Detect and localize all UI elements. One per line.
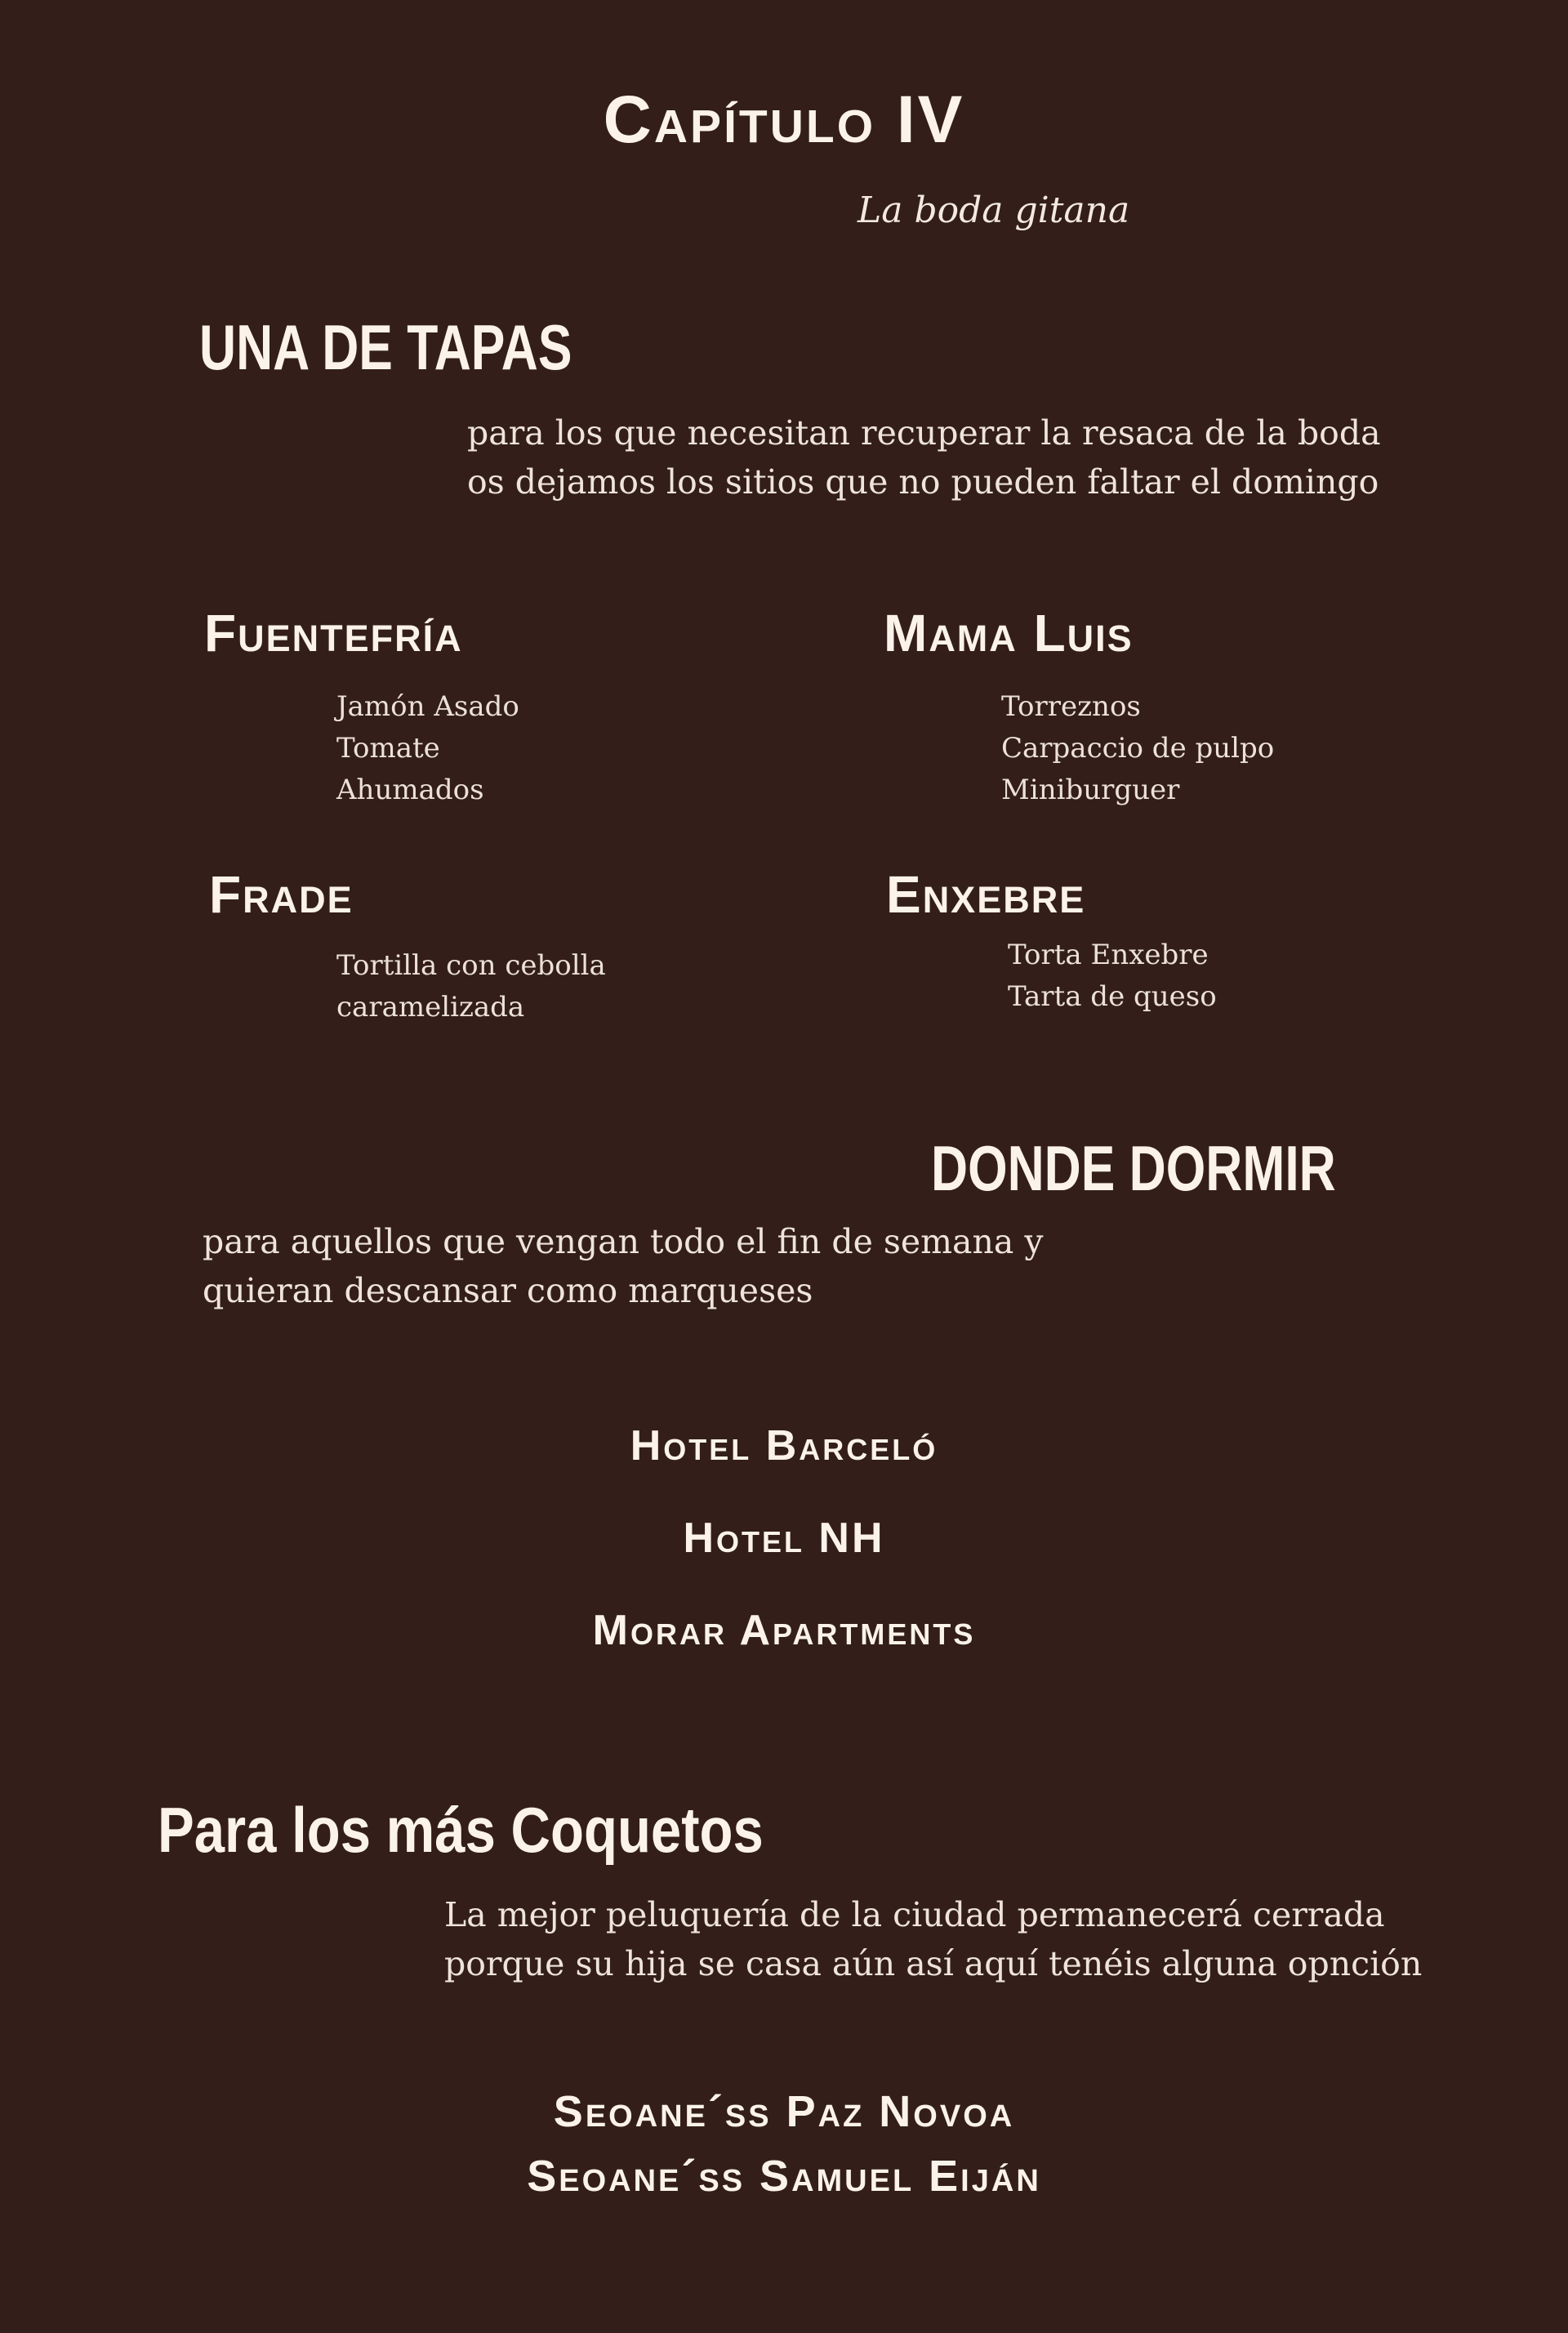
list-item: Ahumados (336, 774, 484, 806)
sleep-heading: DONDE DORMIR (931, 1132, 1336, 1204)
list-item: Torreznos (1001, 690, 1141, 723)
list-item: Miniburguer (1001, 774, 1180, 806)
beauty-intro-line: porque su hija se casa aún así aquí tenéis alguna opnción (444, 1944, 1423, 1983)
place-items-frade (336, 945, 606, 1028)
place-name-enxebre: Enxebre (886, 865, 1086, 924)
salon-name: Seoane´ss Paz Novoa (553, 2087, 1015, 2136)
hotel-name: Hotel Barceló (630, 1422, 938, 1470)
tapas-intro (467, 408, 1381, 506)
place-name-fuentefria: Fuentefría (204, 604, 463, 662)
list-item: caramelizada (336, 991, 525, 1024)
place-name-mama-luis: Mama Luis (884, 604, 1134, 662)
place-name-frade: Frade (209, 865, 354, 924)
list-item: Jamón Asado (336, 690, 519, 723)
sleep-intro (203, 1217, 1044, 1315)
list-item: Carpaccio de pulpo (1001, 732, 1275, 765)
hotel-name: Hotel NH (683, 1514, 885, 1562)
beauty-intro-line: La mejor peluquería de la ciudad permanecerá cerrada (444, 1895, 1385, 1934)
hotel-name: Morar Apartments (592, 1607, 976, 1654)
tapas-intro-line: para los que necesitan recuperar la resaca de la boda (467, 413, 1381, 453)
salon-name: Seoane´ss Samuel Eiján (527, 2152, 1041, 2201)
chapter-title: Capítulo IV (603, 83, 965, 157)
beauty-heading: Para los más Coquetos (158, 1794, 764, 1866)
place-items-fuentefria (336, 686, 519, 811)
chapter-subtitle: La boda gitana (858, 190, 1130, 231)
list-item: Tomate (336, 732, 440, 765)
place-items-enxebre (1008, 935, 1217, 1018)
list-item: Tarta de queso (1008, 980, 1217, 1013)
tapas-intro-line: os dejamos los sitios que no pueden faltar el domingo (467, 462, 1379, 502)
beauty-intro (444, 1890, 1422, 1988)
sleep-intro-line: para aquellos que vengan todo el fin de semana y (203, 1222, 1044, 1261)
place-items-mama-luis (1001, 686, 1274, 811)
sleep-intro-line: quieran descansar como marqueses (203, 1271, 813, 1310)
list-item: Torta Enxebre (1008, 939, 1209, 971)
tapas-heading: UNA DE TAPAS (199, 311, 572, 383)
list-item: Tortilla con cebolla (336, 949, 606, 982)
